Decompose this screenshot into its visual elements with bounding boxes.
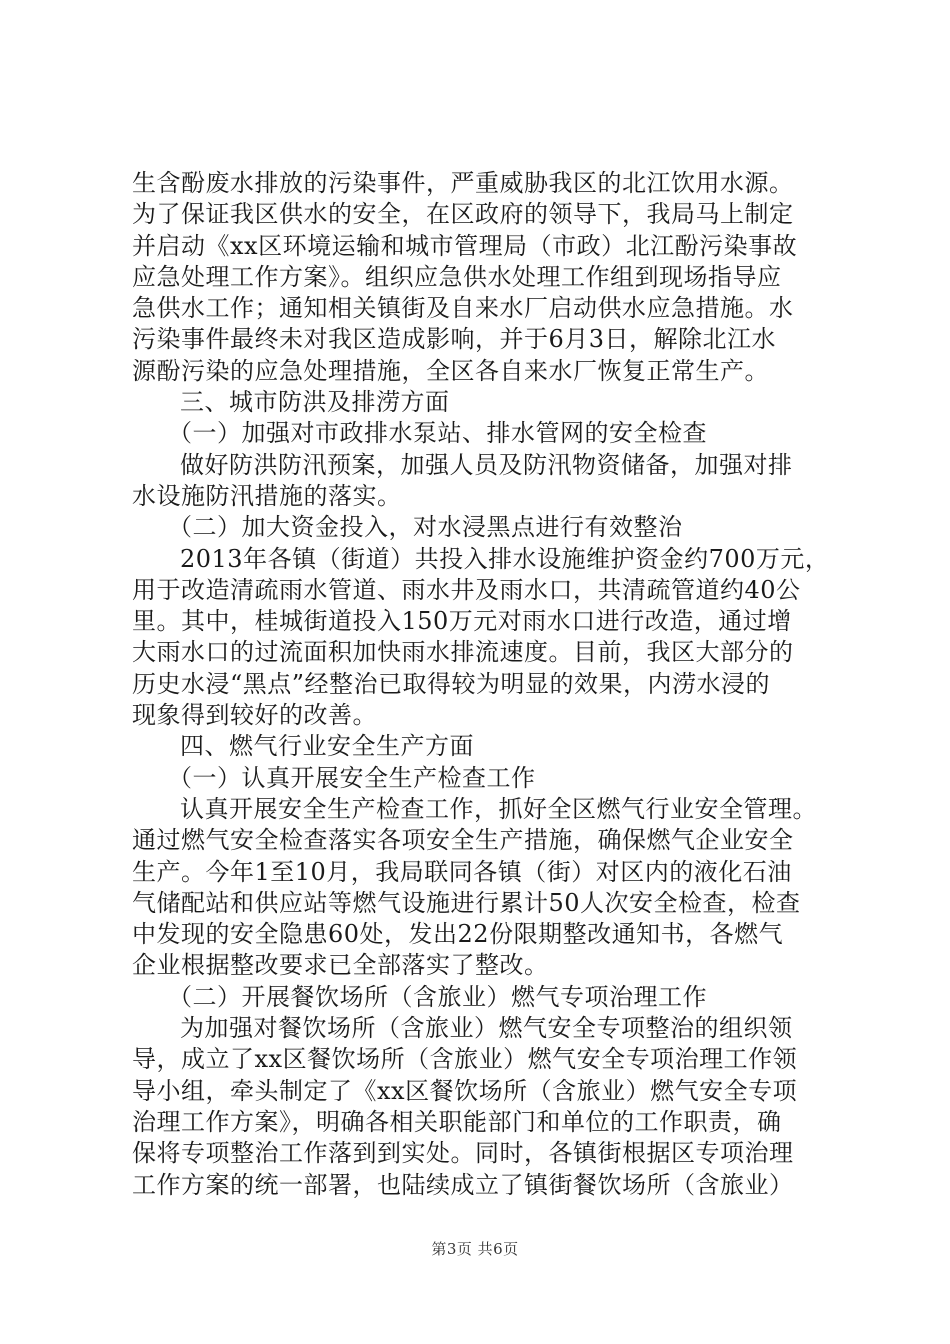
subsection-heading: （一）加强对市政排水泵站、排水管网的安全检查 bbox=[168, 419, 707, 448]
text-line: 并启动《xx区环境运输和城市管理局（市政）北江酚污染事故 bbox=[132, 231, 798, 260]
text-line: 气储配站和供应站等燃气设施进行累计50人次安全检查，检查 bbox=[132, 888, 801, 917]
subsection-heading: （二）开展餐饮场所（含旅业）燃气专项治理工作 bbox=[168, 982, 707, 1011]
text-line: 治理工作方案》，明确各相关职能部门和单位的工作职责，确 bbox=[132, 1107, 782, 1136]
text-line: 应急处理工作方案》。组织应急供水处理工作组到现场指导应 bbox=[132, 262, 782, 291]
text-line: 中发现的安全隐患60处，发出22份限期整改通知书，各燃气 bbox=[132, 920, 784, 949]
text-line: 急供水工作；通知相关镇街及自来水厂启动供水应急措施。水 bbox=[132, 294, 794, 323]
text-line: 水设施防汛措施的落实。 bbox=[132, 481, 402, 510]
text-line: 通过燃气安全检查落实各项安全生产措施，确保燃气企业安全 bbox=[132, 826, 794, 855]
text-line: 用于改造清疏雨水管道、雨水井及雨水口，共清疏管道约40公 bbox=[132, 575, 801, 604]
section-heading: 四、燃气行业安全生产方面 bbox=[180, 732, 474, 761]
text-line: 现象得到较好的改善。 bbox=[132, 701, 377, 730]
document-body bbox=[132, 168, 832, 1201]
text-line: 保将专项整治工作落到到实处。同时，各镇街根据区专项治理 bbox=[132, 1139, 794, 1168]
text-line: 为加强对餐饮场所（含旅业）燃气安全专项整治的组织领 bbox=[180, 1014, 793, 1043]
text-line: 生产。今年1至10月，我局联同各镇（街）对区内的液化石油 bbox=[132, 857, 792, 886]
text-line: 为了保证我区供水的安全，在区政府的领导下，我局马上制定 bbox=[132, 200, 794, 229]
text-line: 工作方案的统一部署，也陆续成立了镇街餐饮场所（含旅业） bbox=[132, 1170, 794, 1199]
text-line: 污染事件最终未对我区造成影响，并于6月3日，解除北江水 bbox=[132, 325, 777, 354]
text-line: 做好防洪防汛预案，加强人员及防汛物资储备，加强对排 bbox=[180, 450, 793, 479]
text-line: 源酚污染的应急处理措施，全区各自来水厂恢复正常生产。 bbox=[132, 356, 769, 385]
text-line: 历史水浸“黑点”经整治已取得较为明显的效果，内涝水浸的 bbox=[132, 669, 771, 698]
text-line: 生含酚废水排放的污染事件，严重威胁我区的北江饮用水源。 bbox=[132, 169, 794, 197]
subsection-heading: （一）认真开展安全生产检查工作 bbox=[168, 763, 536, 792]
text-line: 导小组，牵头制定了《xx区餐饮场所（含旅业）燃气安全专项 bbox=[132, 1076, 798, 1105]
subsection-heading: （二）加大资金投入，对水浸黑点进行有效整治 bbox=[168, 513, 683, 542]
text-line: 企业根据整改要求已全部落实了整改。 bbox=[132, 951, 549, 980]
section-heading: 三、城市防洪及排涝方面 bbox=[180, 388, 450, 417]
text-line: 里。其中，桂城街道投入150万元对雨水口进行改造，通过增 bbox=[132, 607, 792, 636]
page-number-footer: 第3页 共6页 bbox=[431, 1240, 519, 1258]
text-line: 认真开展安全生产检查工作，抓好全区燃气行业安全管理。 bbox=[180, 794, 817, 823]
text-line: 大雨水口的过流面积加快雨水排流速度。目前，我区大部分的 bbox=[132, 638, 794, 667]
text-line: 2013年各镇（街道）共投入排水设施维护资金约700万元， bbox=[180, 544, 830, 573]
text-line: 导，成立了xx区餐饮场所（含旅业）燃气安全专项治理工作领 bbox=[132, 1045, 798, 1074]
